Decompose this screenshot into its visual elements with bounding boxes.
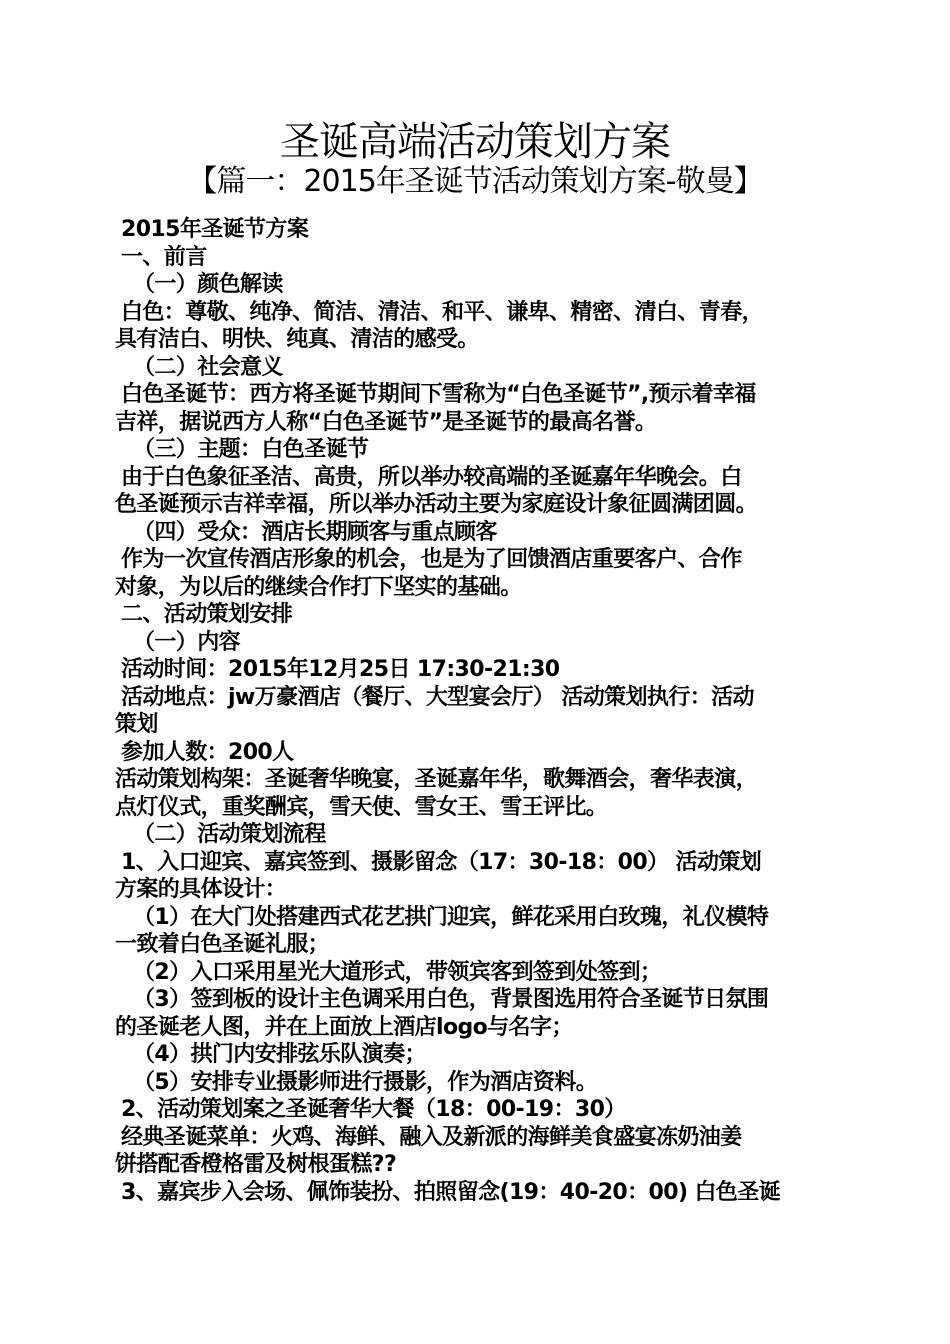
document-body (115, 216, 835, 1206)
text-line: 白色圣诞节：西方将圣诞节期间下雪称为“白色圣诞节”,预示着幸福 (121, 382, 756, 407)
text-line: 白色：尊敬、纯净、简洁、清洁、和平、谦卑、精密、清白、青春， (121, 299, 764, 325)
text-line: （一）颜色解读 (133, 272, 283, 297)
text-line: 对象，为以后的继续合作打下坚实的基础。 (115, 574, 522, 600)
text-line: 活动地点：jw万豪酒店（餐厅、大型宴会厅） 活动策划执行：活动 (121, 684, 754, 710)
text-line: （四）受众：酒店长期顾客与重点顾客 (133, 519, 497, 545)
text-line: 3、嘉宾步入会场、佩饰装扮、拍照留念(19：40-20：00) 白色圣诞 (121, 1179, 781, 1205)
text-line: （5）安排专业摄影师进行摄影，作为酒店资料。 (133, 1069, 598, 1095)
text-line: 色圣诞预示吉祥幸福，所以举办活动主要为家庭设计象征圆满团圆。 (115, 492, 758, 517)
text-line: 吉祥，据说西方人称“白色圣诞节”是圣诞节的最高名誉。 (115, 409, 657, 435)
text-line: （三）主题：白色圣诞节 (133, 437, 369, 462)
text-line: （3）签到板的设计主色调采用白色，背景图选用符合圣诞节日氛围 (133, 987, 769, 1012)
text-line: 一、前言 (121, 244, 207, 270)
text-line: 的圣诞老人图，并在上面放上酒店logo与名字； (115, 1014, 573, 1040)
document-title: 圣诞高端活动策划方案 (280, 119, 670, 165)
text-line: 二、活动策划安排 (121, 602, 293, 627)
text-line: （二）社会意义 (133, 354, 283, 380)
text-line: 1、入口迎宾、嘉宾签到、摄影留念（17：30-18：00） 活动策划 (121, 849, 762, 875)
text-line: 点灯仪式，重奖酬宾，雪天使、雪女王、雪王评比。 (115, 794, 608, 820)
text-line: 由于白色象征圣洁、高贵，所以举办较高端的圣诞嘉年华晚会。白 (121, 464, 742, 490)
text-line: 活动时间：2015年12月25日 17:30-21:30 (121, 657, 560, 682)
text-line: 参加人数：200人 (121, 739, 294, 765)
text-line: （4）拱门内安排弦乐队演奏； (133, 1042, 426, 1067)
text-line: （1）在大门处搭建西式花艺拱门迎宾，鲜花采用白玫瑰，礼仪模特 (133, 904, 769, 930)
text-line: 具有洁白、明快、纯真、清洁的感受。 (115, 327, 479, 352)
text-line: 2015年圣诞节方案 (121, 217, 309, 242)
text-line: 方案的具体设计： (115, 877, 287, 902)
text-line: 饼搭配香橙格雷及树根蛋糕?? (115, 1152, 397, 1177)
text-line: （二）活动策划流程 (133, 822, 326, 847)
text-line: （2）入口采用星光大道形式，带领宾客到签到处签到； (133, 959, 662, 985)
text-line: 一致着白色圣诞礼服； (115, 932, 330, 957)
text-line: 活动策划构架：圣诞奢华晚宴，圣诞嘉年华，歌舞酒会，奢华表演， (115, 767, 758, 792)
text-line: 策划 (115, 712, 158, 737)
text-line: （一）内容 (133, 629, 241, 655)
text-line: 作为一次宣传酒店形象的机会，也是为了回馈酒店重要客户、合作 (121, 547, 742, 572)
document-subtitle: 【篇一：2015年圣诞节活动策划方案-敬曼】 (187, 164, 763, 199)
text-line: 2、活动策划案之圣诞奢华大餐（18：00-19：30） (121, 1097, 626, 1122)
text-line: 经典圣诞菜单：火鸡、海鲜、融入及新派的海鲜美食盛宴冻奶油姜 (121, 1124, 742, 1150)
